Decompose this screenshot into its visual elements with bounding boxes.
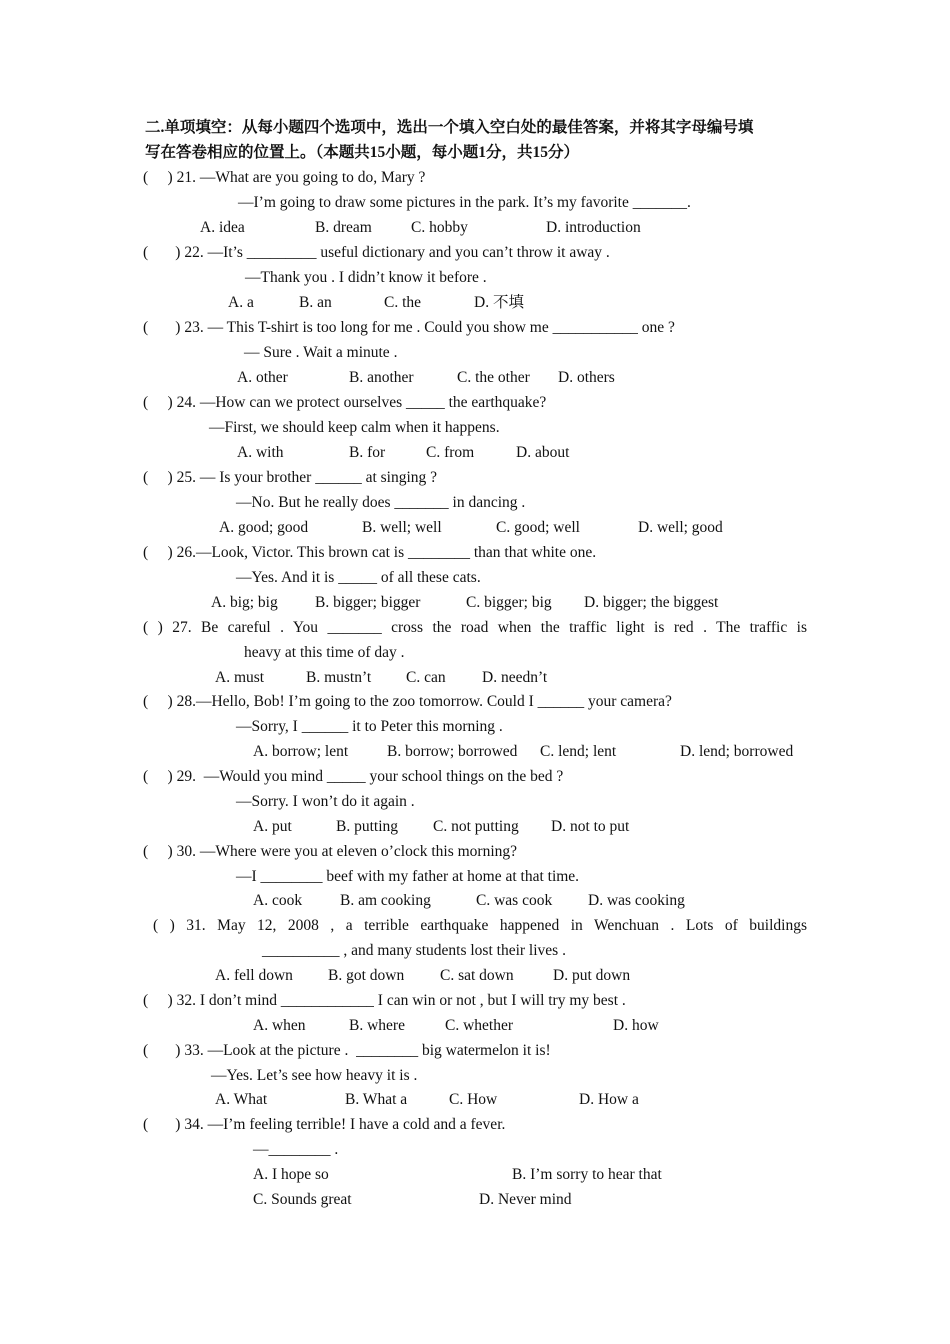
- question-26-option-d: D. bigger; the biggest: [584, 594, 719, 611]
- question-31-option-c: C. sat down: [440, 967, 514, 984]
- question-26-option-c: C. bigger; big: [466, 594, 552, 611]
- question-27-stem: ( ) 27. Be careful . You _______ cross the road when the traffic light is red . The traffic is: [143, 619, 807, 636]
- question-34-option-c: C. Sounds great: [253, 1191, 352, 1208]
- question-31-stem: ( ) 31. May 12, 2008 , a terrible earthquake happened in Wenchuan . Lots of buildings: [153, 917, 807, 934]
- question-32-option-d: D. how: [613, 1017, 659, 1034]
- question-31-line-2: __________ , and many students lost their lives .: [262, 942, 566, 959]
- question-22-stem: ( ) 22. —It’s _________ useful dictionary and you can’t throw it away .: [143, 244, 610, 261]
- question-27-option-d: D. needn’t: [482, 669, 548, 686]
- question-23-option-b: B. another: [349, 369, 414, 386]
- question-28-option-a: A. borrow; lent: [253, 743, 349, 760]
- question-34-option-a: A. I hope so: [253, 1166, 329, 1183]
- question-23-option-c: C. the other: [457, 369, 530, 386]
- question-29-line-2: —Sorry. I won’t do it again .: [236, 793, 415, 810]
- question-23-option-a: A. other: [237, 369, 288, 386]
- question-34-option-d: D. Never mind: [479, 1191, 572, 1208]
- question-30-option-b: B. am cooking: [340, 892, 431, 909]
- question-28-option-c: C. lend; lent: [540, 743, 617, 760]
- question-26-option-a: A. big; big: [211, 594, 278, 611]
- question-28-stem: ( ) 28.—Hello, Bob! I’m going to the zoo tomorrow. Could I ______ your camera?: [143, 693, 672, 710]
- question-30-stem: ( ) 30. —Where were you at eleven o’clock this morning?: [143, 843, 518, 860]
- question-30-option-d: D. was cooking: [588, 892, 685, 909]
- question-21-option-c: C. hobby: [411, 219, 468, 236]
- question-29-stem: ( ) 29. —Would you mind _____ your school things on the bed ?: [143, 768, 564, 785]
- question-34-option-b: B. I’m sorry to hear that: [512, 1166, 662, 1183]
- question-31-option-a: A. fell down: [215, 967, 293, 984]
- question-32-stem: ( ) 32. I don’t mind ____________ I can win or not , but I will try my best .: [143, 992, 626, 1009]
- question-24-option-d: D. about: [516, 444, 570, 461]
- question-27-option-a: A. must: [215, 669, 265, 686]
- question-21-option-d: D. introduction: [546, 219, 641, 236]
- question-28-option-b: B. borrow; borrowed: [387, 743, 518, 760]
- section-heading-line-1: 二.单项填空：从每小题四个选项中，选出一个填入空白处的最佳答案，并将其字母编号填: [145, 119, 754, 136]
- question-23-line-2: — Sure . Wait a minute .: [244, 344, 398, 361]
- question-26-line-2: —Yes. And it is _____ of all these cats.: [236, 569, 481, 586]
- question-24-option-c: C. from: [426, 444, 475, 461]
- question-32-option-a: A. when: [253, 1017, 306, 1034]
- question-27-option-c: C. can: [406, 669, 446, 686]
- question-27-line-2: heavy at this time of day .: [244, 644, 405, 661]
- section-heading-line-2: 写在答卷相应的位置上。（本题共15小题，每小题1分，共15分）: [145, 144, 580, 161]
- question-22-line-2: —Thank you . I didn’t know it before .: [245, 269, 487, 286]
- question-23-option-d: D. others: [558, 369, 615, 386]
- question-25-stem: ( ) 25. — Is your brother ______ at singing ?: [143, 469, 438, 486]
- question-21-option-a: A. idea: [200, 219, 245, 236]
- question-32-option-b: B. where: [349, 1017, 405, 1034]
- question-33-option-b: B. What a: [345, 1091, 408, 1108]
- question-28-line-2: —Sorry, I ______ it to Peter this morning .: [236, 718, 503, 735]
- question-34-stem: ( ) 34. —I’m feeling terrible! I have a cold and a fever.: [143, 1116, 506, 1133]
- question-30-line-2: —I ________ beef with my father at home at that time.: [236, 868, 580, 885]
- question-25-option-a: A. good; good: [219, 519, 309, 536]
- question-33-option-a: A. What: [215, 1091, 268, 1108]
- question-31-option-b: B. got down: [328, 967, 405, 984]
- question-33-option-c: C. How: [449, 1091, 498, 1108]
- question-33-option-d: D. How a: [579, 1091, 639, 1108]
- question-21-option-b: B. dream: [315, 219, 372, 236]
- question-22-option-d: D. 不填: [474, 294, 524, 311]
- question-29-option-c: C. not putting: [433, 818, 519, 835]
- question-33-line-2: —Yes. Let’s see how heavy it is .: [211, 1067, 418, 1084]
- question-23-stem: ( ) 23. — This T-shirt is too long for me . Could you show me ___________ one ?: [143, 319, 675, 336]
- question-30-option-c: C. was cook: [476, 892, 553, 909]
- question-25-line-2: —No. But he really does _______ in dancing .: [236, 494, 526, 511]
- question-22-option-c: C. the: [384, 294, 422, 311]
- question-22-option-a: A. a: [228, 294, 254, 311]
- question-24-line-2: —First, we should keep calm when it happens.: [209, 419, 500, 436]
- question-21-stem: ( ) 21. —What are you going to do, Mary ?: [143, 169, 426, 186]
- question-27-option-b: B. mustn’t: [306, 669, 372, 686]
- question-29-option-b: B. putting: [336, 818, 399, 835]
- question-25-option-b: B. well; well: [362, 519, 442, 536]
- question-34-line-2: —________ .: [253, 1141, 339, 1158]
- question-25-option-d: D. well; good: [638, 519, 723, 536]
- question-31-option-d: D. put down: [553, 967, 631, 984]
- question-28-option-d: D. lend; borrowed: [680, 743, 794, 760]
- question-24-option-b: B. for: [349, 444, 386, 461]
- question-21-line-2: —I’m going to draw some pictures in the park. It’s my favorite _______.: [238, 194, 691, 211]
- question-25-option-c: C. good; well: [496, 519, 580, 536]
- question-22-option-b: B. an: [299, 294, 332, 311]
- question-24-option-a: A. with: [237, 444, 284, 461]
- question-24-stem: ( ) 24. —How can we protect ourselves _____ the earthquake?: [143, 394, 547, 411]
- question-32-option-c: C. whether: [445, 1017, 514, 1034]
- question-33-stem: ( ) 33. —Look at the picture . ________ big watermelon it is!: [143, 1042, 551, 1059]
- question-29-option-d: D. not to put: [551, 818, 630, 835]
- question-26-option-b: B. bigger; bigger: [315, 594, 421, 611]
- question-29-option-a: A. put: [253, 818, 292, 835]
- question-26-stem: ( ) 26.—Look, Victor. This brown cat is ________ than that white one.: [143, 544, 597, 561]
- question-30-option-a: A. cook: [253, 892, 303, 909]
